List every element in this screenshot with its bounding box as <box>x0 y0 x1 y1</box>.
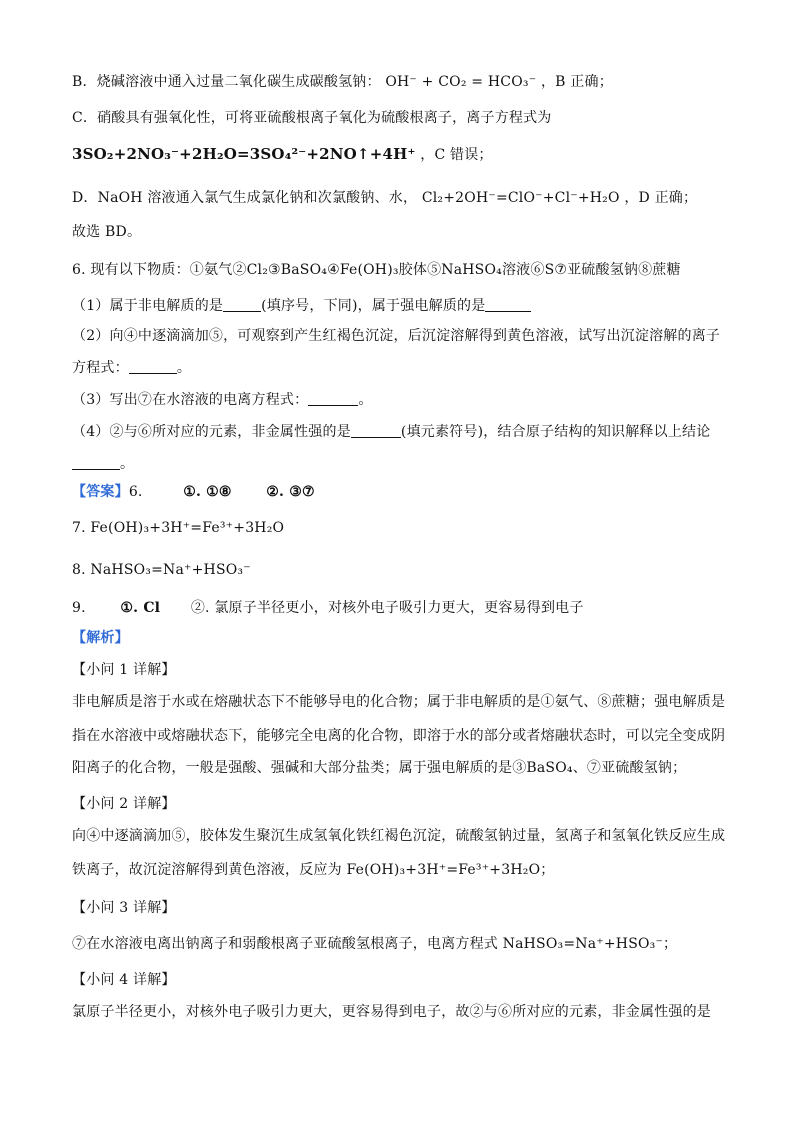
q6-4-text-a: （4）②与⑥所对应的元素，非金属性强的是 <box>72 424 351 440</box>
subquestion-1-text: 非电解质是溶于水或在熔融状态下不能够导电的化合物；属于非电解质的是①氨气、⑧蔗糖；强电解质是 <box>72 694 726 710</box>
option-d-text: D．NaOH 溶液通入氯气生成氯化钠和次氯酸钠、水， <box>72 190 418 206</box>
option-b-text: B．烧碱溶液中通入过量二氧化碳生成碳酸氢钠： <box>72 74 381 90</box>
question-6-intro: 6. 现有以下物质：①氨气②Cl₂③BaSO₄④Fe(OH)₃胶体⑤NaHSO₄溶液⑥S⑦亚硫酸氢钠⑧蔗糖 <box>72 262 681 278</box>
subquestion-2-text: 向④中逐滴滴加⑤，胶体发生聚沉生成氢氧化铁红褐色沉淀，硫酸氢钠过量，氢离子和氢氧化铁反应生成 <box>72 828 726 844</box>
subquestion-3-heading: 【小问 3 详解】 <box>72 900 176 916</box>
subquestion-1-text: 阳离子的化合物，一般是强酸、强碱和大部分盐类；属于强电解质的是③BaSO₄、⑦亚硫酸氢钠； <box>72 760 687 776</box>
answer-blank <box>308 391 358 406</box>
answer-8: 8. NaHSO₃=Na⁺+HSO₃⁻ <box>72 562 251 578</box>
q6-2-text-c: 。 <box>176 360 192 376</box>
option-c-equation: 3SO₂+2NO₃⁻+2H₂O=3SO₄²⁻+2NO↑+4H⁺ <box>72 145 416 163</box>
question-6-part-4-cont <box>72 454 724 474</box>
answer-6-2: ②. ③⑦ <box>266 484 315 500</box>
choice-conclusion: 故选 BD。 <box>72 224 142 240</box>
subquestion-1-text: 指在水溶液中或熔融状态下，能够完全电离的化合物，即溶于水的部分或者熔融状态时，可以完全变成阴 <box>72 728 726 744</box>
question-6-part-2: （2）向④中逐滴滴加⑤，可观察到产生红褐色沉淀，后沉淀溶解得到黄色溶液，试写出沉淀溶解的离子 <box>72 328 721 344</box>
q6-4-text-b: (填元素符号)，结合原子结构的知识解释以上结论 <box>400 424 711 440</box>
answer-6-number: 6. <box>128 484 143 500</box>
answer-9-line <box>72 598 724 618</box>
option-b-equation: OH⁻ + CO₂ = HCO₃⁻ <box>385 74 537 90</box>
answer-blank <box>351 423 401 438</box>
answer-blank <box>72 455 120 470</box>
answer-9-number: 9. <box>72 600 86 616</box>
answer-9-1: ①. Cl <box>120 600 161 616</box>
subquestion-2-heading: 【小问 2 详解】 <box>72 796 176 812</box>
subquestion-2-text: 铁离子，故沉淀溶解得到黄色溶液，反应为 Fe(OH)₃+3H⁺=Fe³⁺+3H₂O； <box>72 862 555 878</box>
option-d-line <box>72 188 724 208</box>
q6-3-text-b: 。 <box>358 392 373 408</box>
q6-1-text-b: (填序号，下同)，属于强电解质的是 <box>261 298 486 314</box>
q6-3-text-a: （3）写出⑦在水溶液的电离方程式： <box>72 392 309 408</box>
subquestion-4-heading: 【小问 4 详解】 <box>72 972 176 988</box>
question-6-part-1 <box>72 296 724 316</box>
subquestion-4-text: 氯原子半径更小，对核外电子吸引力更大，更容易得到电子，故②与⑥所对应的元素，非金属性强的是 <box>72 1004 711 1020</box>
subquestion-3-text: ⑦在水溶液电离出钠离子和弱酸根离子亚硫酸氢根离子，电离方程式 NaHSO₃=Na⁺+HSO₃⁻； <box>72 936 678 952</box>
option-c-equation-line <box>72 144 724 165</box>
question-6-part-3 <box>72 390 724 410</box>
subquestion-1-heading: 【小问 1 详解】 <box>72 662 176 678</box>
answer-9-2: ②. 氯原子半径更小，对核外电子吸引力更大，更容易得到电子 <box>190 600 584 616</box>
option-b-verdict: ，B 正确； <box>540 74 613 90</box>
question-6-part-2-cont <box>72 358 724 378</box>
answer-6-1: ①. ①⑧ <box>183 484 232 500</box>
option-b-line <box>72 72 724 92</box>
analysis-label: 【解析】 <box>72 630 129 646</box>
answer-6-line <box>72 482 724 502</box>
option-c-verdict: ，C 错误； <box>420 147 493 163</box>
answer-blank <box>485 297 531 312</box>
answer-blank <box>223 297 261 312</box>
answer-label: 【答案】 <box>72 484 129 500</box>
answer-7: 7. Fe(OH)₃+3H⁺=Fe³⁺+3H₂O <box>72 520 285 536</box>
answer-blank <box>129 359 177 374</box>
option-c-line: C．硝酸具有强氧化性，可将亚硫酸根离子氧化为硫酸根离子，离子方程式为 <box>72 110 552 126</box>
question-6-part-4 <box>72 422 724 442</box>
option-d-equation: Cl₂+2OH⁻=ClO⁻+Cl⁻+H₂O <box>421 190 620 206</box>
q6-2-text-b: 方程式： <box>72 360 129 376</box>
q6-4-text-c: 。 <box>120 456 135 472</box>
option-d-verdict: ，D 正确； <box>624 190 698 206</box>
q6-1-text-a: （1）属于非电解质的是 <box>72 298 224 314</box>
